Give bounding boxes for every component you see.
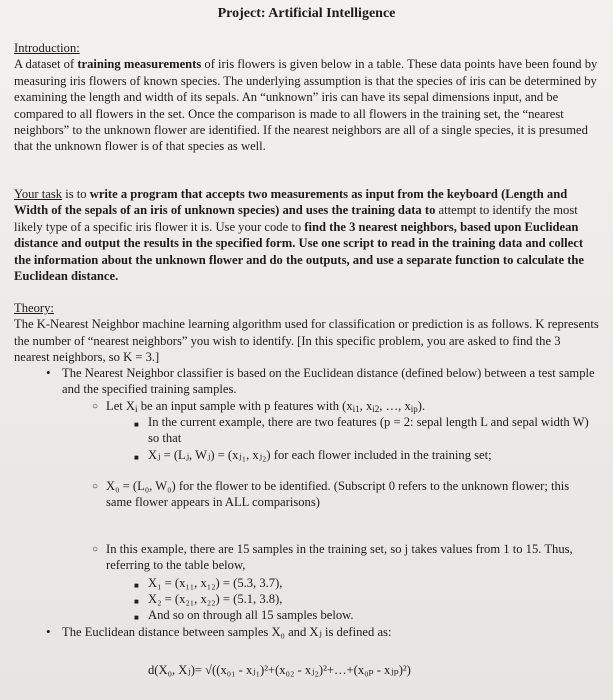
page-title: Project: Artificial Intelligence — [217, 6, 396, 21]
square-bullet-icon: ■ — [134, 613, 139, 622]
circle-bullet-icon: ○ — [92, 481, 99, 492]
theory-paragraph: The K-Nearest Neighbor machine learning algorithm used for classification or prediction is as follows. K represents the number of “nearest neighbors” you wish to identify. [In this specific problem, you are asked to find the 3 nearest neighbors, so K = 3.] — [14, 317, 599, 365]
x1-text: X₁ = (x₁₁, x₁₂) = (5.3, 3.7), — [148, 576, 283, 590]
task-text-a: is to — [62, 187, 90, 201]
samples-text: In this example, there are 15 samples in the training set, so j takes values from 1 to 15. Thus, referring to the table below, — [106, 542, 573, 573]
circle-bullet-x0 — [92, 478, 596, 511]
c1-text-a: Let X — [106, 399, 136, 413]
square-bullet-x1 — [134, 575, 598, 591]
intro-section — [14, 40, 599, 155]
xj-definition-text: Xⱼ = (Lⱼ, Wⱼ) = (xⱼ₁, xⱼ₂) for each flower included in the training set; — [148, 448, 492, 462]
x2-text: X₂ = (x₂₁, x₂₂) = (5.1, 3.8), — [148, 592, 283, 606]
c1-text-c: , x — [359, 399, 373, 413]
c1-sub-1: i1 — [352, 404, 360, 414]
intro-heading: Introduction: — [14, 41, 80, 55]
bullet-nn-text: The Nearest Neighbor classifier is based on the Euclidean distance (defined below) between a test sample and the specified training samples. — [62, 366, 595, 397]
bullet-dot-icon: • — [46, 365, 51, 380]
task-paragraph — [14, 186, 599, 284]
c1-text-e: ). — [417, 399, 426, 413]
and-so-on-text: And so on through all 15 samples below. — [148, 608, 354, 622]
circle-bullet-icon: ○ — [92, 401, 99, 412]
task-text-b: attempt to identify the most likely type of a specific iris flower it is. Use your code to — [14, 203, 578, 234]
task-text-bold-b: find the 3 nearest neighbors, based upon Euclidean distance and output the results in the specified form. Use one script to read in the training data and collect the information about the unknown flower and do the outputs, and use a separate function to calculate the Euclidean distance. — [14, 219, 585, 284]
features-text: In the current example, there are two features (p = 2: sepal length L and sepal width W) so that — [148, 415, 589, 446]
task-heading: Your task — [14, 187, 63, 201]
square-bullet-icon: ■ — [134, 453, 139, 462]
theory-heading: Theory: — [14, 301, 54, 315]
intro-text-a: A dataset of — [14, 57, 78, 72]
square-bullet-and-so-on — [134, 607, 598, 623]
c1-sub-2: i2 — [372, 404, 380, 414]
square-bullet-icon: ■ — [134, 581, 139, 590]
euclidean-text: The Euclidean distance between samples X₀ and Xⱼ is defined as: — [62, 625, 392, 639]
c1-text-b: be an input sample with p features with (x — [137, 399, 353, 413]
circle-bullet-icon: ○ — [92, 544, 99, 555]
euclidean-formula: d(X₀, Xⱼ)= √((x₀₁ - xⱼ₁)²+(x₀₂ - xⱼ₂)²+…+(x₀ₚ - xⱼₚ)²) — [148, 663, 411, 677]
square-bullet-xj-definition — [134, 447, 598, 463]
bullet-euclidean — [46, 624, 597, 640]
bullet-dot-icon: • — [46, 624, 51, 639]
square-bullet-x2 — [134, 591, 598, 607]
bullet-nn-classifier — [46, 365, 597, 398]
intro-text-c: of iris flowers is given below in a table. These data points have been found by measuring iris flowers of known species. The underlying assumption is that the species of iris can be determined by examining the length and width of its sepals. An “unknown” iris can have its sepal dimensions input, and be compared to all flowers in the set. Once the comparison is made to all flowers in the training set, the “nearest neighbors” to the unknown flower are identified. If the nearest neighbors are all of a single species, it is presumed that the unknown flower is of that species as well. — [14, 57, 598, 154]
c1-sub-3: ip — [410, 404, 418, 414]
c1-sub-i: i — [135, 404, 138, 414]
theory-section — [14, 300, 599, 366]
intro-text-bold: training measurements — [77, 57, 202, 72]
square-bullet-icon: ■ — [134, 597, 139, 606]
square-bullet-icon: ■ — [134, 420, 139, 429]
square-bullet-features — [134, 414, 598, 447]
task-text-bold-a: write a program that accepts two measurements as input from the keyboard (Length and Width of the sepals of an iris of unknown species) and uses the training data to — [14, 187, 568, 218]
x0-text: X₀ = (L₀, W₀) for the flower to be identified. (Subscript 0 refers to the unknown flower; this same flower appears in ALL comparisons) — [106, 479, 570, 510]
intro-paragraph — [14, 56, 599, 154]
circle-bullet-15-samples — [92, 541, 596, 574]
c1-text-d: , …, x — [379, 399, 411, 413]
